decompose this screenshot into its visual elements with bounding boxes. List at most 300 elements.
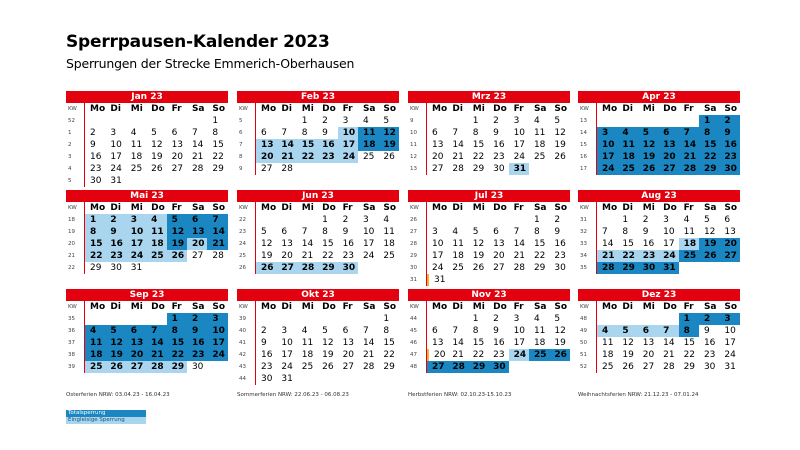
day-cell: 3	[597, 127, 617, 139]
day-cell: 10	[432, 239, 444, 249]
day-cell: 2	[719, 115, 739, 127]
day-cell: 14	[207, 226, 227, 238]
day-cell: 24	[724, 350, 736, 360]
empty-cell	[699, 262, 719, 274]
week-number: 13	[578, 115, 597, 127]
weekday-header: Sa	[703, 104, 717, 114]
weekday-header: Mo	[602, 302, 618, 312]
day-cell: 26	[383, 152, 395, 162]
day-cell: 12	[322, 338, 334, 348]
day-cell: 14	[301, 239, 314, 249]
day-cell: 17	[597, 151, 617, 163]
day-cell: 21	[207, 238, 227, 250]
week-number: 22	[66, 262, 85, 274]
day-cell: 18	[383, 239, 395, 249]
weekday-header: Do	[493, 104, 507, 114]
kw-header: KW	[237, 301, 256, 313]
empty-cell	[447, 274, 467, 286]
day-cell: 6	[638, 325, 658, 337]
day-cell: 31	[130, 263, 143, 273]
day-cell: 29	[617, 262, 637, 274]
day-cell: 21	[191, 152, 204, 162]
day-cell: 27	[276, 262, 296, 274]
month-days-grid	[237, 202, 399, 274]
day-cell: 2	[554, 215, 561, 225]
day-cell: 3	[513, 314, 520, 324]
day-cell: 10	[513, 326, 526, 336]
weekday-header: Di	[622, 104, 633, 114]
day-cell: 21	[276, 151, 296, 163]
day-cell: 1	[472, 116, 479, 126]
day-cell: 20	[658, 151, 678, 163]
day-cell: 13	[642, 338, 655, 348]
day-cell: 16	[105, 238, 125, 250]
day-cell: 8	[301, 128, 308, 138]
weekday-header: Di	[452, 302, 463, 312]
empty-cell	[85, 313, 105, 325]
empty-cell	[167, 175, 187, 187]
day-cell: 29	[212, 164, 224, 174]
month-header: Mrz 23	[408, 91, 570, 103]
day-cell: 1	[167, 313, 187, 325]
week-number: 29	[408, 250, 427, 262]
week-number: 42	[237, 349, 256, 361]
day-cell: 15	[622, 239, 634, 249]
week-number: 50	[578, 337, 597, 349]
day-cell: 16	[187, 337, 207, 349]
empty-cell	[658, 115, 678, 127]
week-number: 48	[578, 313, 597, 325]
month-days-grid	[237, 301, 399, 385]
week-number: 44	[237, 373, 256, 385]
day-cell: 29	[317, 262, 337, 274]
day-cell: 17	[281, 350, 293, 360]
week-number: 51	[578, 349, 597, 361]
day-cell: 28	[513, 263, 526, 273]
day-cell: 9	[322, 128, 328, 138]
weekday-header: Di	[110, 203, 121, 213]
empty-cell	[488, 274, 508, 286]
day-cell: 14	[452, 338, 464, 348]
day-cell: 17	[207, 337, 227, 349]
empty-cell	[338, 163, 358, 175]
week-number: 15	[578, 139, 597, 151]
day-cell: 10	[724, 326, 736, 336]
week-number: 52	[578, 361, 597, 373]
day-cell: 18	[358, 139, 378, 151]
weekday-header: Do	[151, 203, 165, 213]
day-cell: 16	[554, 239, 566, 249]
empty-cell	[529, 274, 549, 286]
day-cell: 24	[110, 164, 122, 174]
month-days-grid	[237, 103, 399, 175]
day-cell: 6	[281, 227, 288, 237]
weekday-header: So	[554, 203, 568, 213]
kw-header: KW	[237, 103, 256, 115]
weekday-header: Fr	[513, 302, 524, 312]
day-cell: 20	[171, 152, 184, 162]
day-cell: 16	[493, 338, 505, 348]
day-cell: 21	[301, 251, 314, 261]
week-number: 32	[578, 226, 597, 238]
day-cell: 9	[719, 127, 739, 139]
day-cell: 1	[679, 313, 699, 325]
day-cell: 6	[432, 326, 438, 336]
day-cell: 9	[342, 227, 349, 237]
week-number: 14	[578, 127, 597, 139]
day-cell: 25	[362, 152, 375, 162]
weekday-header: Di	[281, 203, 292, 213]
day-cell: 31	[281, 374, 293, 384]
week-number: 39	[66, 361, 85, 373]
empty-cell	[187, 262, 207, 274]
day-cell: 21	[452, 152, 464, 162]
week-number: 26	[408, 214, 427, 226]
empty-cell	[297, 163, 317, 175]
day-cell: 7	[301, 227, 308, 237]
empty-cell	[679, 115, 699, 127]
day-cell: 18	[301, 350, 314, 360]
day-cell: 9	[554, 227, 561, 237]
week-number: 37	[66, 337, 85, 349]
day-cell: 26	[105, 361, 125, 373]
day-cell: 30	[493, 164, 505, 174]
day-cell: 25	[146, 250, 166, 262]
day-cell: 14	[146, 337, 166, 349]
day-cell: 4	[301, 326, 308, 336]
week-number: 8	[237, 151, 256, 163]
day-cell: 29	[167, 361, 187, 373]
week-number: 9	[408, 115, 427, 127]
day-cell: 9	[187, 325, 207, 337]
month-10	[408, 289, 570, 385]
week-number: 22	[237, 214, 256, 226]
day-cell: 10	[597, 139, 617, 151]
week-number: 47	[408, 349, 427, 361]
month-header: Apr 23	[578, 91, 740, 103]
week-number: 43	[237, 361, 256, 373]
weekday-header: Di	[281, 104, 292, 114]
empty-cell	[549, 274, 569, 286]
day-cell: 3	[110, 128, 117, 138]
day-cell: 14	[452, 140, 464, 150]
weekday-header: Sa	[362, 104, 376, 114]
week-number: 36	[66, 325, 85, 337]
week-number: 23	[237, 226, 256, 238]
empty-cell	[146, 262, 166, 274]
kw-header: KW	[408, 103, 427, 115]
day-cell: 19	[261, 251, 273, 261]
month-days-grid	[66, 202, 228, 274]
empty-cell	[358, 262, 378, 274]
empty-cell	[378, 373, 398, 385]
month-days-grid	[66, 301, 228, 373]
day-cell: 30	[261, 374, 273, 384]
day-cell: 15	[297, 139, 317, 151]
day-cell: 15	[699, 139, 719, 151]
day-cell: 1	[301, 116, 308, 126]
day-cell: 18	[146, 238, 166, 250]
day-cell: 17	[338, 139, 358, 151]
day-cell: 27	[719, 250, 739, 262]
weekday-header: Mo	[261, 203, 277, 213]
weekday-header: Sa	[362, 302, 376, 312]
day-cell: 24	[513, 152, 526, 162]
day-cell: 28	[146, 361, 166, 373]
day-cell: 29	[683, 362, 696, 372]
empty-cell	[146, 115, 166, 127]
weekday-header: Mo	[432, 104, 448, 114]
weekday-header: Sa	[362, 203, 376, 213]
day-cell: 4	[533, 116, 540, 126]
empty-cell	[468, 274, 488, 286]
weekday-header: Fr	[342, 302, 353, 312]
day-cell: 28	[297, 262, 317, 274]
month-days-grid	[408, 301, 570, 373]
day-cell: 17	[432, 251, 444, 261]
day-cell: 30	[338, 262, 358, 274]
day-cell: 14	[276, 139, 296, 151]
day-cell: 20	[342, 350, 355, 360]
day-cell: 15	[472, 338, 485, 348]
day-cell: 4	[146, 214, 166, 226]
day-cell: 28	[679, 163, 699, 175]
day-cell: 22	[533, 251, 546, 261]
day-cell: 13	[432, 338, 444, 348]
empty-cell	[187, 115, 207, 127]
week-number: 17	[578, 163, 597, 175]
day-cell: 12	[554, 128, 566, 138]
week-number: 1	[66, 127, 85, 139]
day-cell: 27	[191, 251, 204, 261]
day-cell: 6	[187, 214, 207, 226]
day-cell: 3	[432, 227, 438, 237]
weekday-header: Do	[663, 104, 677, 114]
month-header: Aug 23	[578, 190, 740, 202]
day-cell: 8	[699, 127, 719, 139]
day-cell: 3	[126, 214, 146, 226]
day-cell: 3	[362, 215, 369, 225]
empty-cell	[276, 313, 296, 325]
weekday-header: Mo	[602, 203, 618, 213]
day-cell: 24	[432, 263, 444, 273]
day-cell: 23	[703, 350, 716, 360]
day-cell: 2	[699, 313, 719, 325]
day-cell: 23	[105, 250, 125, 262]
day-cell: 4	[362, 116, 369, 126]
day-cell: 1	[322, 215, 328, 225]
day-cell: 27	[171, 164, 184, 174]
week-number: 13	[408, 163, 427, 175]
day-cell: 31	[110, 176, 122, 186]
day-cell: 9	[261, 338, 267, 348]
day-cell: 11	[533, 128, 546, 138]
day-cell: 3	[513, 116, 520, 126]
weekday-header: So	[212, 104, 226, 114]
day-cell: 9	[703, 326, 710, 336]
empty-cell	[207, 361, 227, 373]
month-header: Nov 23	[408, 289, 570, 301]
day-cell: 12	[151, 140, 163, 150]
day-cell: 31	[427, 274, 447, 286]
month-4	[66, 190, 228, 286]
day-cell: 24	[509, 349, 529, 361]
weekday-header: Mi	[472, 104, 485, 114]
day-cell: 25	[301, 362, 314, 372]
day-cell: 19	[151, 152, 163, 162]
day-cell: 28	[281, 164, 293, 174]
day-cell: 22	[617, 250, 637, 262]
day-cell: 27	[342, 362, 355, 372]
day-cell: 11	[683, 227, 696, 237]
weekday-header: Fr	[342, 104, 353, 114]
weekday-header: Fr	[513, 104, 524, 114]
day-cell: 26	[322, 362, 334, 372]
empty-cell	[658, 313, 678, 325]
empty-cell	[276, 214, 296, 226]
empty-cell	[126, 175, 146, 187]
day-cell: 11	[358, 127, 378, 139]
empty-cell	[679, 262, 699, 274]
weekday-header: Do	[493, 203, 507, 213]
month-header: Feb 23	[237, 91, 399, 103]
day-cell: 26	[622, 362, 634, 372]
day-cell: 15	[533, 239, 546, 249]
day-cell: 30	[110, 263, 122, 273]
empty-cell	[207, 175, 227, 187]
day-cell: 10	[207, 325, 227, 337]
day-cell: 16	[342, 239, 355, 249]
empty-cell	[509, 361, 529, 373]
day-cell: 28	[452, 164, 464, 174]
weekday-header: Fr	[683, 203, 694, 213]
day-cell: 9	[642, 227, 649, 237]
empty-cell	[105, 313, 125, 325]
kw-header: KW	[408, 202, 427, 214]
day-cell: 20	[642, 350, 655, 360]
day-cell: 29	[533, 263, 546, 273]
day-cell: 24	[362, 251, 375, 261]
month-7	[578, 190, 740, 286]
empty-cell	[317, 313, 337, 325]
day-cell: 20	[281, 251, 293, 261]
day-cell: 15	[212, 140, 224, 150]
month-header: Jun 23	[237, 190, 399, 202]
weekday-header: Mi	[130, 104, 143, 114]
kw-header: KW	[66, 301, 85, 313]
day-cell: 22	[683, 350, 696, 360]
day-cell: 13	[126, 337, 146, 349]
week-number: 26	[237, 262, 256, 274]
day-cell: 11	[533, 326, 546, 336]
weekday-header: Mo	[261, 302, 277, 312]
page-subtitle: Sperrungen der Strecke Emmerich-Oberhausen	[66, 56, 355, 71]
day-cell: 2	[105, 214, 125, 226]
day-cell: 5	[383, 116, 390, 126]
day-cell: 4	[85, 325, 105, 337]
day-cell: 31	[658, 262, 678, 274]
day-cell: 5	[472, 227, 479, 237]
weekday-header: Mi	[130, 203, 143, 213]
weekday-header: Fr	[513, 203, 524, 213]
empty-cell	[378, 262, 398, 274]
day-cell: 11	[301, 338, 314, 348]
weekday-header: So	[724, 302, 738, 312]
week-number: 35	[66, 313, 85, 325]
weekday-header: Mo	[432, 302, 448, 312]
day-cell: 20	[187, 238, 207, 250]
day-cell: 23	[90, 164, 102, 174]
day-cell: 14	[679, 139, 699, 151]
day-cell: 8	[383, 326, 390, 336]
day-cell: 9	[105, 226, 125, 238]
day-cell: 5	[554, 116, 561, 126]
week-number: 16	[578, 151, 597, 163]
day-cell: 7	[281, 128, 288, 138]
week-number: 45	[408, 325, 427, 337]
day-cell: 15	[167, 337, 187, 349]
day-cell: 26	[256, 262, 276, 274]
day-cell: 12	[167, 226, 187, 238]
weekday-header: Fr	[171, 302, 182, 312]
month-header: Jan 23	[66, 91, 228, 103]
day-cell: 2	[493, 116, 499, 126]
day-cell: 11	[452, 239, 464, 249]
empty-cell	[317, 373, 337, 385]
weekday-header: Di	[110, 302, 121, 312]
week-number: 5	[237, 115, 256, 127]
day-cell: 20	[719, 238, 739, 250]
weekday-header: Sa	[191, 104, 205, 114]
day-cell: 29	[383, 362, 395, 372]
day-cell: 25	[383, 251, 395, 261]
day-cell: 7	[191, 128, 198, 138]
day-cell: 26	[151, 164, 163, 174]
day-cell: 5	[554, 314, 561, 324]
week-number: 9	[237, 163, 256, 175]
day-cell: 26	[699, 250, 719, 262]
week-number: 46	[408, 337, 427, 349]
empty-cell	[719, 262, 739, 274]
day-cell: 5	[322, 326, 328, 336]
day-cell: 7	[679, 127, 699, 139]
day-cell: 12	[261, 239, 273, 249]
day-cell: 17	[513, 140, 526, 150]
empty-cell	[126, 313, 146, 325]
empty-cell	[549, 361, 569, 373]
month-days-grid	[578, 103, 740, 175]
day-cell: 24	[281, 362, 293, 372]
day-cell: 6	[432, 128, 438, 138]
month-1	[237, 91, 399, 187]
day-cell: 1	[383, 314, 390, 324]
day-cell: 7	[513, 227, 520, 237]
day-cell: 18	[533, 140, 546, 150]
day-cell: 28	[663, 362, 675, 372]
empty-cell	[447, 313, 467, 325]
weekday-header: Do	[151, 104, 165, 114]
day-cell: 18	[679, 238, 699, 250]
day-cell: 5	[703, 215, 710, 225]
weekday-header: Di	[452, 104, 463, 114]
day-cell: 17	[362, 239, 375, 249]
day-cell: 19	[472, 251, 485, 261]
day-cell: 21	[513, 251, 526, 261]
day-cell: 12	[105, 337, 125, 349]
day-cell: 13	[658, 139, 678, 151]
week-number: 5	[66, 175, 85, 187]
day-cell: 24	[126, 250, 146, 262]
